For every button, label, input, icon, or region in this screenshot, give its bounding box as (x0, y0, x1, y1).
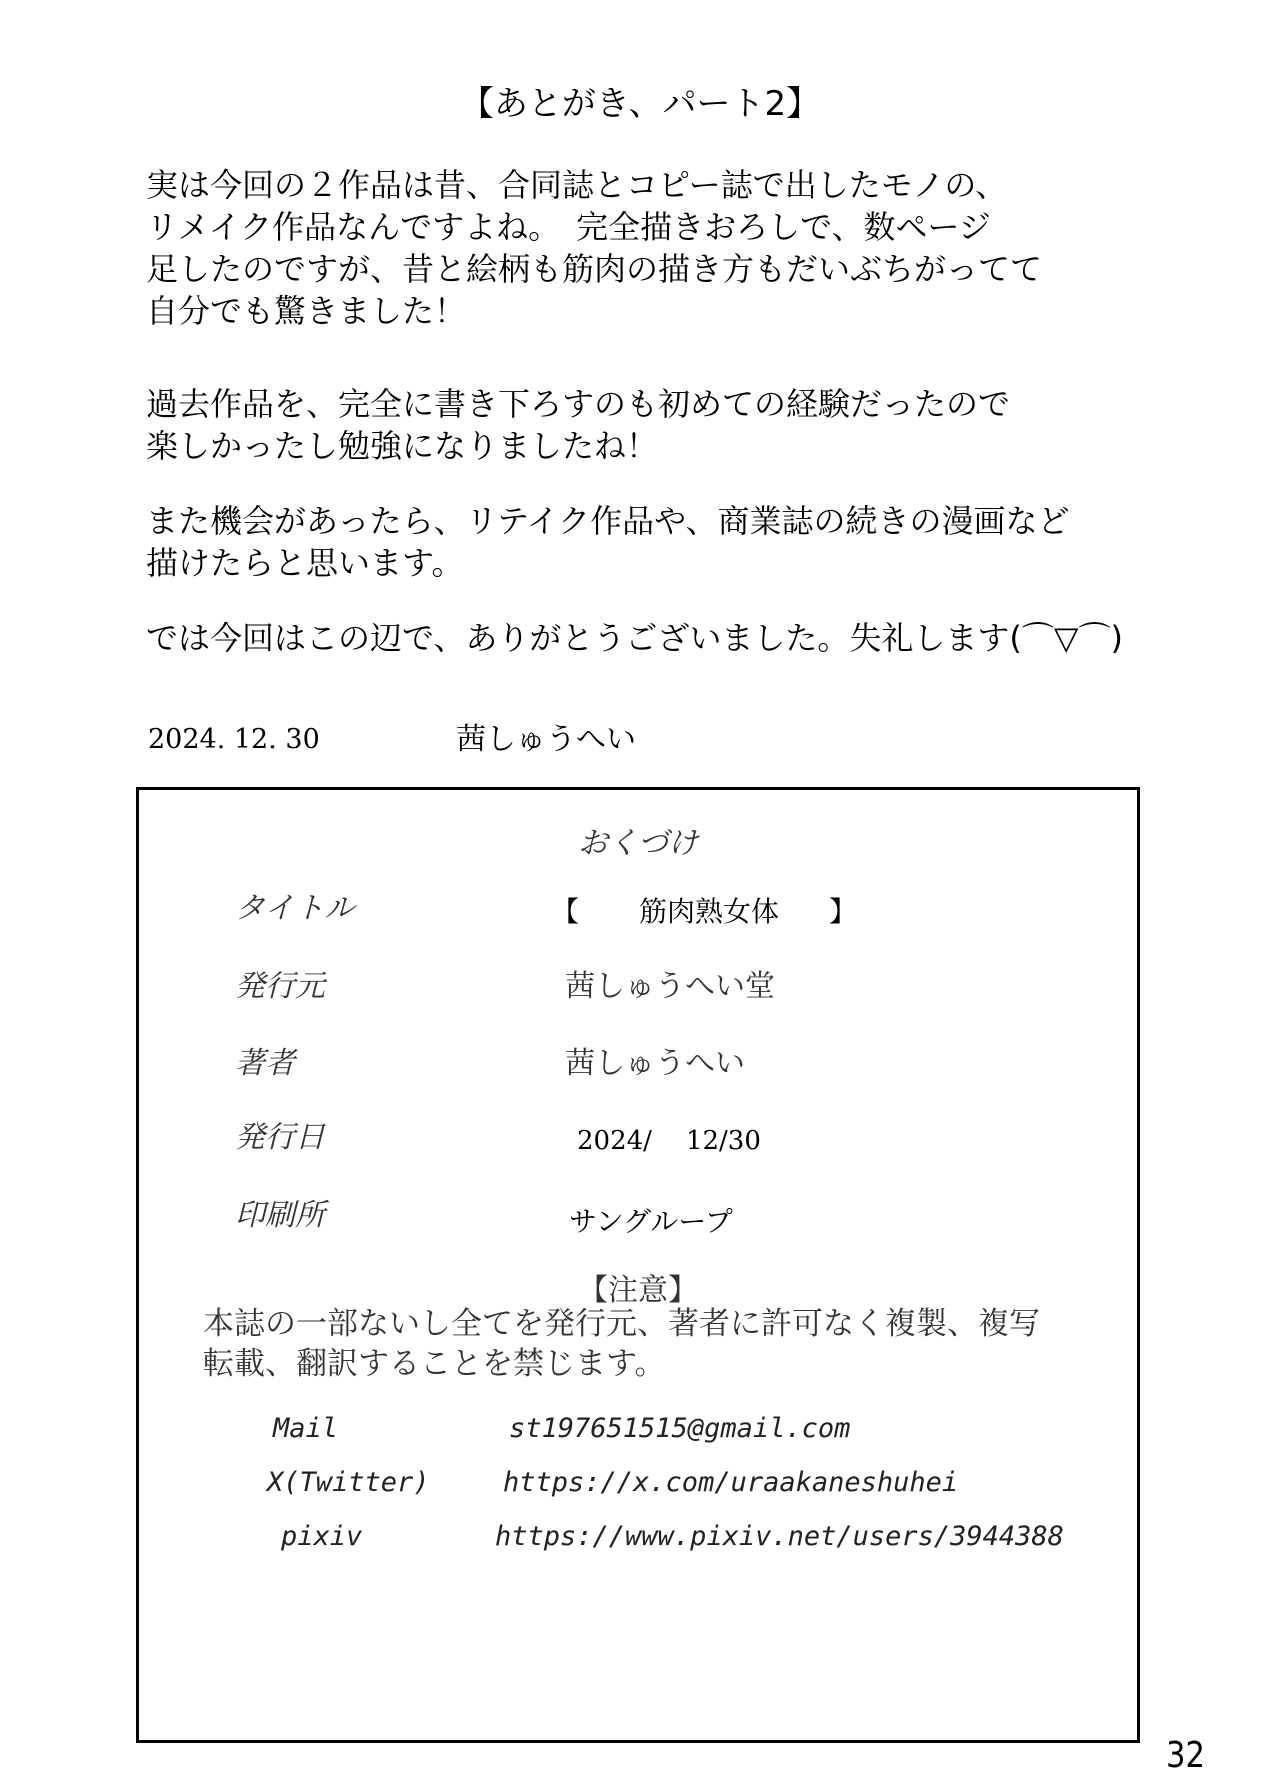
afterword-paragraph-4 (146, 617, 1146, 659)
text-line: 楽しかったし勉強になりましたね！ (146, 427, 659, 465)
afterword-paragraph-3 (146, 500, 1146, 584)
contact-label-twitter: X(Twitter) (267, 1467, 430, 1498)
issue-date-value (577, 1126, 761, 1156)
issue-date-monthday: 12/30 (685, 1126, 761, 1156)
text-line: 過去作品を、完全に書き下ろすのも初めての経験だったので (146, 385, 1011, 423)
printer-label: 印刷所 (235, 1198, 325, 1233)
afterword-title: 【あとがき、パート2】 (459, 84, 821, 124)
text-line: 実は今回の２作品は昔、合同誌とコピー誌で出したモノの、 (146, 166, 1008, 204)
page-number: 32 (1166, 1735, 1205, 1776)
signoff-date: 2024. 12. 30 (148, 724, 320, 755)
contact-label-pixiv: pixiv (281, 1521, 363, 1552)
title-bracket-open: 【 (551, 895, 580, 928)
issue-date-year: 2024/ (577, 1126, 652, 1156)
text-line: では今回はこの辺で、ありがとうございました。失礼します(⌒▽⌒) (146, 619, 1123, 657)
text-line: 描けたらと思います。 (146, 544, 464, 582)
notice-line: 転載、翻訳することを禁じます。 (203, 1346, 666, 1382)
publisher-value: 茜しゅうへい堂 (565, 969, 775, 1004)
afterword-paragraph-2 (146, 383, 1146, 467)
notice-heading: 【注意】 (578, 1273, 698, 1308)
publisher-label: 発行元 (235, 969, 325, 1004)
author-value: 茜しゅうへい (565, 1046, 745, 1081)
contact-value-twitter[interactable]: https://x.com/uraakaneshuhei (503, 1467, 959, 1498)
text-line: 足したのですが、昔と絵柄も筋肉の描き方もだいぶちがってて (146, 250, 1043, 288)
notice-line: 本誌の一部ないし全てを発行元、著者に許可なく複製、複写 (203, 1306, 1040, 1342)
colophon-heading: おくづけ (578, 826, 698, 861)
text-line: 自分でも驚きました！ (146, 292, 467, 330)
title-bracket-close: 】 (829, 895, 858, 928)
contact-value-pixiv[interactable]: https://www.pixiv.net/users/3944388 (495, 1521, 1064, 1552)
contact-value-mail[interactable]: st197651515@gmail.com (509, 1413, 851, 1444)
colophon-box (136, 787, 1140, 1743)
signoff-author: 茜しゅうへい (456, 722, 636, 757)
text-line: また機会があったら、リテイク作品や、商業誌の続きの漫画など (146, 502, 1070, 540)
author-label: 著者 (235, 1046, 295, 1081)
text-line: リメイク作品なんですよね。 完全描きおろしで、数ページ (146, 208, 991, 246)
contact-label-mail: Mail (273, 1413, 339, 1444)
title-value (551, 890, 857, 930)
printer-value: サングループ (569, 1205, 733, 1238)
notice-body (203, 1304, 1040, 1384)
title-text: 筋肉熟女体 (639, 895, 780, 928)
afterword-paragraph-1 (146, 164, 1146, 332)
issue-date-label: 発行日 (235, 1120, 325, 1155)
title-label: タイトル (235, 891, 355, 926)
